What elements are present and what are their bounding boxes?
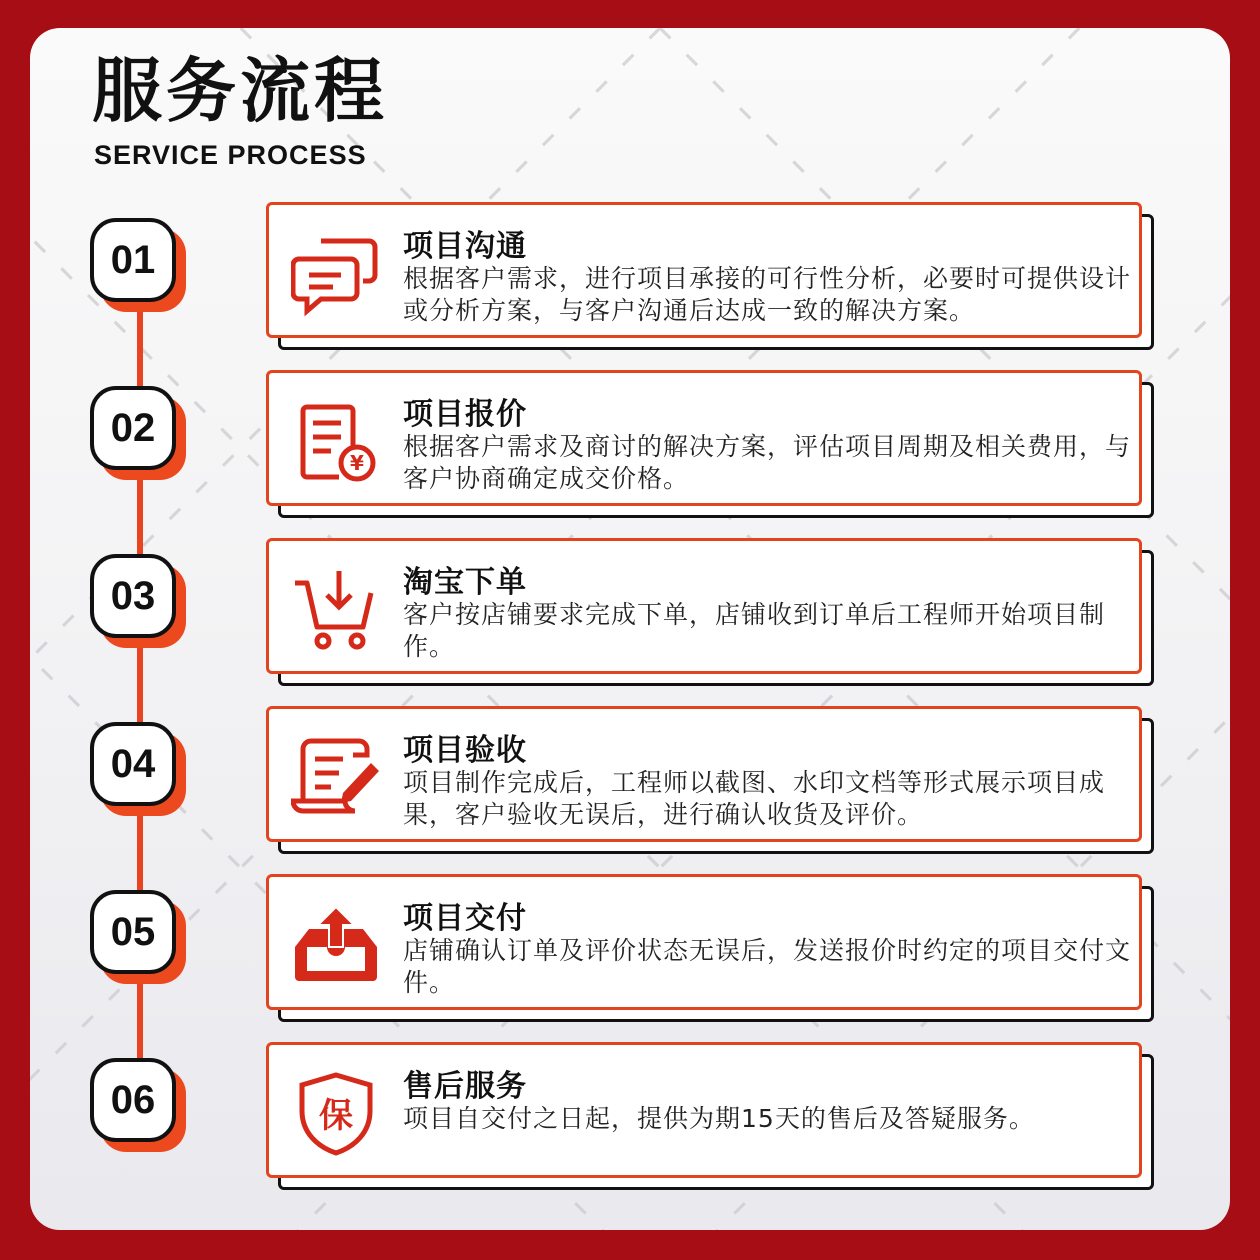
step-card-after-sales (266, 1042, 1142, 1178)
step-title: 项目交付 (403, 901, 527, 936)
svg-text:保: 保 (319, 1096, 353, 1136)
step-title: 售后服务 (403, 1069, 527, 1104)
step-number-badge: 03 (90, 554, 176, 638)
step-description: 根据客户需求，进行项目承接的可行性分析，必要时可提供设计或分析方案，与客户沟通后达成一致的解决方案。 (403, 264, 1132, 325)
svg-text:¥: ¥ (350, 451, 364, 475)
step-title: 项目验收 (403, 733, 527, 768)
page-title: 服务流程 (92, 50, 388, 132)
upload-tray-icon (291, 901, 381, 991)
step-number-badge: 01 (90, 218, 176, 302)
step-description: 项目自交付之日起，提供为期15天的售后及答疑服务。 (403, 1104, 1035, 1133)
step-card-acceptance (266, 706, 1142, 842)
step-number-badge: 04 (90, 722, 176, 806)
step-title: 项目报价 (403, 397, 527, 432)
step-title: 项目沟通 (403, 229, 527, 264)
chat-bubbles-icon (291, 229, 381, 319)
step-description: 项目制作完成后，工程师以截图、水印文档等形式展示项目成果，客户验收无误后，进行确认收货及评价。 (403, 768, 1106, 829)
step-description: 店铺确认订单及评价状态无误后，发送报价时约定的项目交付文件。 (403, 936, 1132, 997)
step-description: 客户按店铺要求完成下单，店铺收到订单后工程师开始项目制作。 (403, 600, 1106, 661)
step-number-badge: 05 (90, 890, 176, 974)
step-card-order (266, 538, 1142, 674)
step-card-communication (266, 202, 1142, 338)
step-card-delivery (266, 874, 1142, 1010)
quote-document-icon (291, 397, 381, 487)
step-card-quotation (266, 370, 1142, 506)
guarantee-shield-icon (291, 1069, 381, 1159)
document-pen-icon (291, 733, 381, 823)
step-description: 根据客户需求及商讨的解决方案，评估项目周期及相关费用，与客户协商确定成交价格。 (403, 432, 1132, 493)
shopping-cart-icon (291, 565, 381, 655)
step-number-badge: 02 (90, 386, 176, 470)
step-number-badge: 06 (90, 1058, 176, 1142)
step-title: 淘宝下单 (403, 565, 527, 600)
page-subtitle: SERVICE PROCESS (94, 140, 367, 170)
